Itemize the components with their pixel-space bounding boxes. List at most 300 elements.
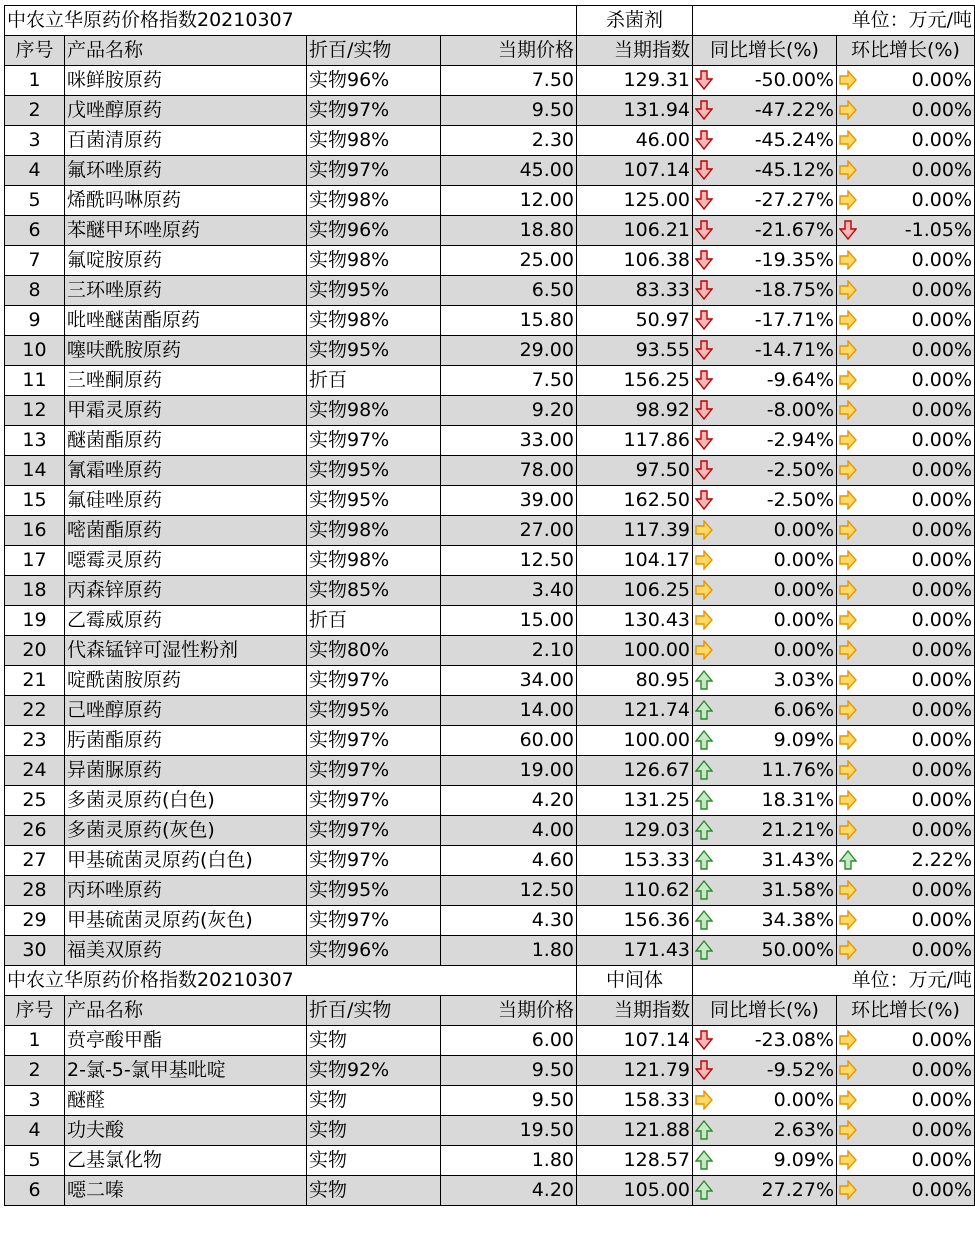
mom-value: 0.00% — [911, 159, 972, 181]
yoy-cell — [693, 1056, 837, 1086]
basis-value: 实物98% — [307, 546, 441, 576]
sheet-title: 中农立华原药价格指数20210307 — [5, 6, 577, 36]
yellow-right-arrow-icon — [839, 700, 857, 720]
green-up-arrow-icon — [695, 1150, 713, 1170]
price-value: 4.20 — [441, 1176, 577, 1206]
table-row — [5, 396, 975, 426]
mom-value: 0.00% — [911, 609, 972, 631]
price-value: 4.00 — [441, 816, 577, 846]
mom-value: 0.00% — [911, 699, 972, 721]
price-value: 1.80 — [441, 1146, 577, 1176]
yoy-cell — [693, 156, 837, 186]
yoy-value: 0.00% — [773, 549, 834, 571]
row-number: 6 — [5, 1176, 65, 1206]
row-number: 27 — [5, 846, 65, 876]
yellow-right-arrow-icon — [839, 130, 857, 150]
product-name: 甲基硫菌灵原药(灰色) — [65, 906, 307, 936]
price-value: 33.00 — [441, 426, 577, 456]
mom-cell — [837, 336, 975, 366]
mom-value: 0.00% — [911, 1179, 972, 1201]
index-value: 158.33 — [577, 1086, 693, 1116]
basis-value: 实物95% — [307, 456, 441, 486]
table-row — [5, 1176, 975, 1206]
basis-value: 实物 — [307, 1086, 441, 1116]
mom-cell — [837, 1176, 975, 1206]
yellow-right-arrow-icon — [839, 1120, 857, 1140]
price-value: 9.20 — [441, 396, 577, 426]
unit-label: 单位：万元/吨 — [693, 966, 975, 996]
mom-cell — [837, 906, 975, 936]
yoy-cell — [693, 1116, 837, 1146]
green-up-arrow-icon — [695, 790, 713, 810]
row-number: 11 — [5, 366, 65, 396]
price-value: 12.50 — [441, 546, 577, 576]
yellow-right-arrow-icon — [695, 640, 713, 660]
green-up-arrow-icon — [695, 1180, 713, 1200]
mom-cell — [837, 846, 975, 876]
row-number: 28 — [5, 876, 65, 906]
green-up-arrow-icon — [695, 1120, 713, 1140]
price-value: 3.40 — [441, 576, 577, 606]
mom-cell — [837, 276, 975, 306]
row-number: 26 — [5, 816, 65, 846]
red-down-arrow-icon — [695, 280, 713, 300]
mom-cell — [837, 246, 975, 276]
red-down-arrow-icon — [695, 250, 713, 270]
mom-cell — [837, 1086, 975, 1116]
price-value: 39.00 — [441, 486, 577, 516]
price-value: 15.00 — [441, 606, 577, 636]
index-value: 100.00 — [577, 726, 693, 756]
price-index-sheet — [4, 5, 975, 1206]
mom-value: 0.00% — [911, 1089, 972, 1111]
row-number: 18 — [5, 576, 65, 606]
basis-value: 实物95% — [307, 876, 441, 906]
yellow-right-arrow-icon — [839, 670, 857, 690]
index-value: 104.17 — [577, 546, 693, 576]
mom-cell — [837, 816, 975, 846]
mom-value: 0.00% — [911, 819, 972, 841]
yoy-cell — [693, 636, 837, 666]
product-name: 三环唑原药 — [65, 276, 307, 306]
green-up-arrow-icon — [695, 940, 713, 960]
yoy-value: 0.00% — [773, 579, 834, 601]
mom-cell — [837, 606, 975, 636]
price-value: 9.50 — [441, 1086, 577, 1116]
index-value: 125.00 — [577, 186, 693, 216]
product-name: 苯醚甲环唑原药 — [65, 216, 307, 246]
mom-cell — [837, 426, 975, 456]
yoy-value: -47.22% — [754, 99, 834, 121]
basis-value: 实物 — [307, 1026, 441, 1056]
red-down-arrow-icon — [695, 220, 713, 240]
yoy-cell — [693, 876, 837, 906]
table-row — [5, 516, 975, 546]
table-row — [5, 636, 975, 666]
yoy-value: -27.27% — [754, 189, 834, 211]
yoy-cell — [693, 1086, 837, 1116]
yellow-right-arrow-icon — [839, 910, 857, 930]
price-value: 19.50 — [441, 1116, 577, 1146]
yoy-value: -8.00% — [766, 399, 834, 421]
mom-cell — [837, 636, 975, 666]
basis-value: 实物96% — [307, 936, 441, 966]
mom-cell — [837, 126, 975, 156]
mom-cell — [837, 486, 975, 516]
index-value: 107.14 — [577, 156, 693, 186]
yoy-value: 31.58% — [761, 879, 834, 901]
index-value: 156.25 — [577, 366, 693, 396]
yellow-right-arrow-icon — [695, 520, 713, 540]
row-number: 4 — [5, 156, 65, 186]
yoy-cell — [693, 906, 837, 936]
price-value: 45.00 — [441, 156, 577, 186]
table-row — [5, 696, 975, 726]
mom-value: 0.00% — [911, 669, 972, 691]
mom-cell — [837, 1026, 975, 1056]
price-value: 6.00 — [441, 1026, 577, 1056]
basis-value: 实物97% — [307, 756, 441, 786]
green-up-arrow-icon — [695, 730, 713, 750]
table-row — [5, 336, 975, 366]
index-value: 97.50 — [577, 456, 693, 486]
yoy-value: -9.64% — [766, 369, 834, 391]
table-row — [5, 186, 975, 216]
mom-value: 0.00% — [911, 579, 972, 601]
mom-value: 0.00% — [911, 1149, 972, 1171]
yoy-value: -45.12% — [754, 159, 834, 181]
mom-value: 0.00% — [911, 549, 972, 571]
yoy-cell — [693, 426, 837, 456]
basis-value: 实物97% — [307, 846, 441, 876]
basis-value: 实物97% — [307, 816, 441, 846]
row-number: 13 — [5, 426, 65, 456]
yellow-right-arrow-icon — [839, 790, 857, 810]
mom-value: 0.00% — [911, 309, 972, 331]
mom-cell — [837, 756, 975, 786]
yellow-right-arrow-icon — [839, 280, 857, 300]
index-value: 50.97 — [577, 306, 693, 336]
mom-cell — [837, 666, 975, 696]
index-value: 80.95 — [577, 666, 693, 696]
sheet-title: 中农立华原药价格指数20210307 — [5, 966, 577, 996]
basis-value: 实物98% — [307, 126, 441, 156]
price-value: 4.60 — [441, 846, 577, 876]
price-value: 25.00 — [441, 246, 577, 276]
product-name: 醚菌酯原药 — [65, 426, 307, 456]
table-row — [5, 96, 975, 126]
mom-cell — [837, 516, 975, 546]
yoy-cell — [693, 276, 837, 306]
index-value: 110.62 — [577, 876, 693, 906]
product-name: 异菌脲原药 — [65, 756, 307, 786]
yellow-right-arrow-icon — [839, 940, 857, 960]
yoy-value: 27.27% — [761, 1179, 834, 1201]
row-number: 3 — [5, 1086, 65, 1116]
yellow-right-arrow-icon — [839, 580, 857, 600]
row-number: 23 — [5, 726, 65, 756]
basis-value: 实物85% — [307, 576, 441, 606]
yoy-value: -17.71% — [754, 309, 834, 331]
red-down-arrow-icon — [695, 310, 713, 330]
table-row — [5, 846, 975, 876]
row-number: 15 — [5, 486, 65, 516]
yellow-right-arrow-icon — [839, 550, 857, 570]
yoy-cell — [693, 1026, 837, 1056]
table-row — [5, 246, 975, 276]
table-row — [5, 306, 975, 336]
product-name: 噁二嗪 — [65, 1176, 307, 1206]
yoy-cell — [693, 1176, 837, 1206]
product-name: 氟啶胺原药 — [65, 246, 307, 276]
index-value: 106.21 — [577, 216, 693, 246]
table-row — [5, 606, 975, 636]
mom-cell — [837, 456, 975, 486]
row-number: 29 — [5, 906, 65, 936]
mom-value: 0.00% — [911, 1029, 972, 1051]
basis-value: 折百 — [307, 606, 441, 636]
basis-value: 实物97% — [307, 156, 441, 186]
yellow-right-arrow-icon — [839, 520, 857, 540]
yoy-cell — [693, 486, 837, 516]
yoy-value: 0.00% — [773, 519, 834, 541]
yoy-cell — [693, 606, 837, 636]
yellow-right-arrow-icon — [695, 580, 713, 600]
product-name: 噻呋酰胺原药 — [65, 336, 307, 366]
yoy-value: 2.63% — [773, 1119, 834, 1141]
yoy-value: 31.43% — [761, 849, 834, 871]
basis-value: 实物80% — [307, 636, 441, 666]
product-name: 多菌灵原药(灰色) — [65, 816, 307, 846]
yellow-right-arrow-icon — [839, 880, 857, 900]
yoy-cell — [693, 456, 837, 486]
row-number: 16 — [5, 516, 65, 546]
green-up-arrow-icon — [695, 700, 713, 720]
basis-value: 实物96% — [307, 66, 441, 96]
product-name: 甲基硫菌灵原药(白色) — [65, 846, 307, 876]
index-value: 129.31 — [577, 66, 693, 96]
table-row — [5, 1116, 975, 1146]
basis-value: 实物97% — [307, 906, 441, 936]
price-value: 4.30 — [441, 906, 577, 936]
yoy-value: 6.06% — [773, 699, 834, 721]
product-name: 戊唑醇原药 — [65, 96, 307, 126]
mom-cell — [837, 396, 975, 426]
index-value: 117.86 — [577, 426, 693, 456]
column-header: 产品名称 — [65, 36, 307, 66]
product-name: 福美双原药 — [65, 936, 307, 966]
table-row — [5, 816, 975, 846]
row-number: 1 — [5, 66, 65, 96]
table-row — [5, 906, 975, 936]
yellow-right-arrow-icon — [695, 1090, 713, 1110]
basis-value: 实物95% — [307, 486, 441, 516]
product-name: 多菌灵原药(白色) — [65, 786, 307, 816]
product-name: 咪鲜胺原药 — [65, 66, 307, 96]
mom-value: 0.00% — [911, 399, 972, 421]
yoy-cell — [693, 816, 837, 846]
product-name: 啶酰菌胺原药 — [65, 666, 307, 696]
column-header: 序号 — [5, 996, 65, 1026]
table-row — [5, 1086, 975, 1116]
product-name: 百菌清原药 — [65, 126, 307, 156]
price-value: 78.00 — [441, 456, 577, 486]
red-down-arrow-icon — [839, 220, 857, 240]
red-down-arrow-icon — [695, 340, 713, 360]
section-title-row — [5, 6, 975, 36]
mom-cell — [837, 726, 975, 756]
index-value: 98.92 — [577, 396, 693, 426]
product-name: 丙森锌原药 — [65, 576, 307, 606]
product-name: 乙霉威原药 — [65, 606, 307, 636]
index-value: 130.43 — [577, 606, 693, 636]
basis-value: 实物97% — [307, 96, 441, 126]
mom-value: 0.00% — [911, 939, 972, 961]
row-number: 4 — [5, 1116, 65, 1146]
yoy-value: 18.31% — [761, 789, 834, 811]
index-value: 106.25 — [577, 576, 693, 606]
row-number: 2 — [5, 96, 65, 126]
product-name: 代森锰锌可湿性粉剂 — [65, 636, 307, 666]
basis-value: 实物98% — [307, 246, 441, 276]
yellow-right-arrow-icon — [839, 430, 857, 450]
index-value: 46.00 — [577, 126, 693, 156]
yoy-cell — [693, 126, 837, 156]
yellow-right-arrow-icon — [839, 640, 857, 660]
yoy-value: -50.00% — [754, 69, 834, 91]
yoy-value: 50.00% — [761, 939, 834, 961]
index-value: 106.38 — [577, 246, 693, 276]
index-value: 131.94 — [577, 96, 693, 126]
row-number: 19 — [5, 606, 65, 636]
product-name: 功夫酸 — [65, 1116, 307, 1146]
mom-cell — [837, 186, 975, 216]
table-row — [5, 576, 975, 606]
table-row — [5, 756, 975, 786]
index-value: 171.43 — [577, 936, 693, 966]
category-label: 杀菌剂 — [577, 6, 693, 36]
unit-label: 单位：万元/吨 — [693, 6, 975, 36]
red-down-arrow-icon — [695, 130, 713, 150]
product-name: 醚醛 — [65, 1086, 307, 1116]
mom-cell — [837, 156, 975, 186]
table-row — [5, 1146, 975, 1176]
mom-value: 0.00% — [911, 279, 972, 301]
table-row — [5, 936, 975, 966]
yellow-right-arrow-icon — [695, 550, 713, 570]
row-number: 20 — [5, 636, 65, 666]
table-row — [5, 216, 975, 246]
basis-value: 折百 — [307, 366, 441, 396]
green-up-arrow-icon — [695, 880, 713, 900]
yoy-value: 0.00% — [773, 609, 834, 631]
mom-cell — [837, 936, 975, 966]
yoy-cell — [693, 576, 837, 606]
table-row — [5, 486, 975, 516]
yellow-right-arrow-icon — [839, 1030, 857, 1050]
mom-value: 2.22% — [911, 849, 972, 871]
basis-value: 实物97% — [307, 426, 441, 456]
yoy-value: -9.52% — [766, 1059, 834, 1081]
basis-value: 实物98% — [307, 516, 441, 546]
yellow-right-arrow-icon — [839, 100, 857, 120]
green-up-arrow-icon — [695, 820, 713, 840]
product-name: 己唑醇原药 — [65, 696, 307, 726]
index-value: 117.39 — [577, 516, 693, 546]
mom-cell — [837, 216, 975, 246]
price-value: 34.00 — [441, 666, 577, 696]
yoy-value: -2.94% — [766, 429, 834, 451]
yellow-right-arrow-icon — [839, 760, 857, 780]
price-value: 9.50 — [441, 96, 577, 126]
yellow-right-arrow-icon — [839, 400, 857, 420]
product-name: 氟硅唑原药 — [65, 486, 307, 516]
row-number: 5 — [5, 186, 65, 216]
mom-value: 0.00% — [911, 1119, 972, 1141]
mom-value: 0.00% — [911, 339, 972, 361]
price-value: 7.50 — [441, 366, 577, 396]
yoy-cell — [693, 246, 837, 276]
column-header: 产品名称 — [65, 996, 307, 1026]
mom-value: 0.00% — [911, 99, 972, 121]
index-value: 105.00 — [577, 1176, 693, 1206]
row-number: 9 — [5, 306, 65, 336]
row-number: 24 — [5, 756, 65, 786]
section-title-row — [5, 966, 975, 996]
table-row — [5, 276, 975, 306]
yoy-cell — [693, 66, 837, 96]
price-value: 29.00 — [441, 336, 577, 366]
row-number: 12 — [5, 396, 65, 426]
basis-value: 实物92% — [307, 1056, 441, 1086]
table-row — [5, 126, 975, 156]
yoy-cell — [693, 726, 837, 756]
mom-value: 0.00% — [911, 519, 972, 541]
yellow-right-arrow-icon — [839, 160, 857, 180]
mom-cell — [837, 96, 975, 126]
basis-value: 实物 — [307, 1176, 441, 1206]
index-value: 128.57 — [577, 1146, 693, 1176]
row-number: 25 — [5, 786, 65, 816]
index-value: 129.03 — [577, 816, 693, 846]
green-up-arrow-icon — [695, 910, 713, 930]
yoy-value: -2.50% — [766, 459, 834, 481]
table-row — [5, 426, 975, 456]
red-down-arrow-icon — [695, 1030, 713, 1050]
yoy-cell — [693, 516, 837, 546]
mom-value: 0.00% — [911, 1059, 972, 1081]
mom-cell — [837, 576, 975, 606]
basis-value: 实物97% — [307, 666, 441, 696]
yellow-right-arrow-icon — [839, 370, 857, 390]
yellow-right-arrow-icon — [839, 250, 857, 270]
column-header: 当期指数 — [577, 996, 693, 1026]
basis-value: 实物95% — [307, 336, 441, 366]
row-number: 7 — [5, 246, 65, 276]
product-name: 吡唑醚菌酯原药 — [65, 306, 307, 336]
red-down-arrow-icon — [695, 100, 713, 120]
column-header: 折百/实物 — [307, 996, 441, 1026]
red-down-arrow-icon — [695, 1060, 713, 1080]
column-header: 同比增长(%) — [693, 36, 837, 66]
mom-cell — [837, 1146, 975, 1176]
row-number: 3 — [5, 126, 65, 156]
mom-value: 0.00% — [911, 489, 972, 511]
mom-cell — [837, 306, 975, 336]
row-number: 5 — [5, 1146, 65, 1176]
red-down-arrow-icon — [695, 70, 713, 90]
yellow-right-arrow-icon — [839, 310, 857, 330]
